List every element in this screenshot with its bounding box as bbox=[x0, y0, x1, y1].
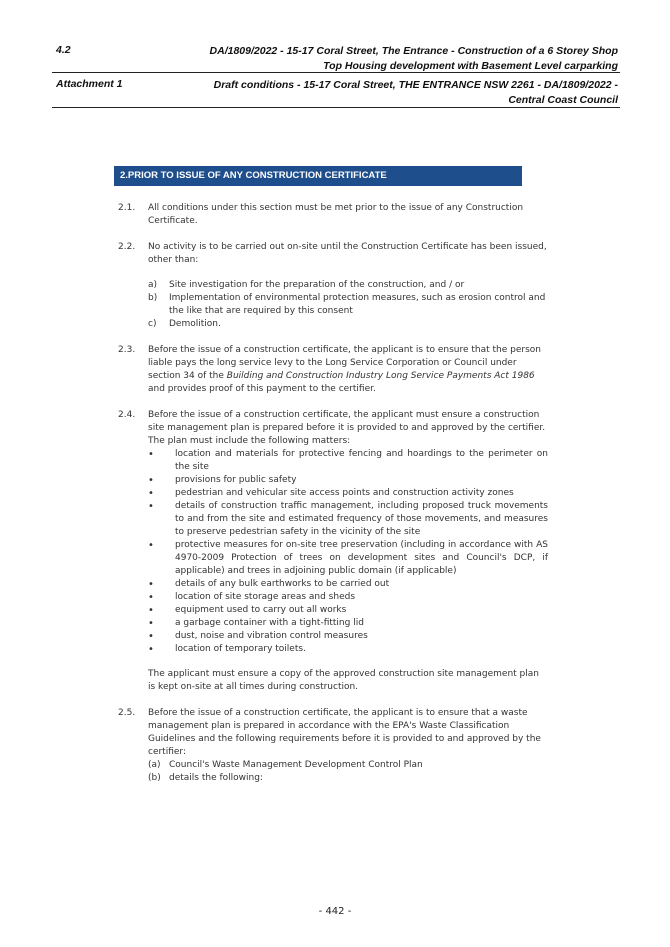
condition-2-5 bbox=[118, 707, 548, 785]
bullet-item: • protective measures for on-site tree preservation (including in accordance with AS 4970-2009 Protection of trees on development sites and Council's DCP, if applicable) and trees in adjoining public domain (if applicable) bbox=[148, 539, 548, 578]
condition-number: 2.4. bbox=[118, 410, 136, 420]
sub-text: Implementation of environmental protection measures, such as erosion control and the like that are required by this consent bbox=[169, 293, 546, 316]
sub-label: a) bbox=[148, 280, 158, 290]
header-divider bbox=[52, 72, 620, 73]
sub-item bbox=[148, 759, 548, 772]
condition-2-3 bbox=[118, 344, 548, 396]
closing-paragraph: The applicant must ensure a copy of the approved construction site management plan is kept on-site at all times during construction. bbox=[148, 669, 539, 692]
bullet-item: • location and materials for protective fencing and hoardings to the perimeter on the site bbox=[148, 448, 548, 474]
condition-number: 2.2. bbox=[118, 242, 136, 252]
sub-text: details the following: bbox=[169, 773, 263, 783]
bullet-item: • details of construction traffic management, including proposed truck movements to and from the site and estimated frequency of those movements, and measures to preserve pedestrian safety in the vicinity of the site bbox=[148, 500, 548, 539]
act-name: Building and Construction Industry Long Service Payments Act 1986 bbox=[226, 371, 535, 381]
sub-text: Council's Waste Management Development Control Plan bbox=[169, 760, 423, 770]
sub-label: (b) bbox=[148, 773, 161, 783]
condition-text-before: Before the issue of a construction certificate, the applicant is to ensure that the person liable pays the long service levy to the Long Service Corporation or Council under section 34 of the bbox=[148, 345, 542, 381]
sub-label: c) bbox=[148, 319, 157, 329]
sub-label: b) bbox=[148, 293, 158, 303]
bullet-item: • details of any bulk earthworks to be carried out bbox=[148, 578, 548, 591]
sub-text: Demolition. bbox=[169, 319, 221, 329]
bullet-item: • provisions for public safety bbox=[148, 474, 548, 487]
sub-text: Site investigation for the preparation of the construction, and / or bbox=[169, 280, 465, 290]
condition-number: 2.3. bbox=[118, 345, 136, 355]
condition-text-after: and provides proof of this payment to the certifier. bbox=[148, 384, 376, 394]
attachment-title bbox=[158, 78, 618, 108]
attachment-title-line1: Draft conditions - 15-17 Coral Street, THE ENTRANCE NSW 2261 - DA/1809/2022 - bbox=[213, 79, 618, 91]
bullet-item: • location of site storage areas and sheds bbox=[148, 591, 548, 604]
sub-label: (a) bbox=[148, 760, 161, 770]
condition-2-1 bbox=[118, 202, 548, 228]
sub-item bbox=[148, 279, 548, 292]
page-number: - 442 - bbox=[318, 906, 352, 917]
sub-item bbox=[148, 318, 548, 331]
attachment-label: Attachment 1 bbox=[56, 78, 123, 90]
attachment-divider bbox=[52, 107, 620, 108]
condition-text bbox=[148, 344, 548, 396]
condition-text: Before the issue of a construction certificate, the applicant is to ensure that a waste management plan is prepared in accordance with the EPA's Waste Classification Guidelines and the following requirements before it is provided to and approved by the certifier: bbox=[148, 708, 541, 757]
report-title-line1: DA/1809/2022 - 15-17 Coral Street, The Entrance - Construction of a 6 Storey Shop bbox=[209, 45, 618, 57]
condition-text: All conditions under this section must be met prior to the issue of any Construction Certificate. bbox=[148, 203, 524, 226]
bullet-item: • dust, noise and vibration control measures bbox=[148, 630, 548, 643]
condition-number: 2.1. bbox=[118, 203, 136, 213]
section-heading: 2.PRIOR TO ISSUE OF ANY CONSTRUCTION CERTIFICATE bbox=[114, 166, 522, 186]
report-title bbox=[158, 44, 618, 74]
report-title-line2: Top Housing development with Basement Level carparking bbox=[323, 60, 618, 72]
item-number: 4.2 bbox=[56, 44, 71, 56]
bullet-item: • equipment used to carry out all works bbox=[148, 604, 548, 617]
bullet-item: • a garbage container with a tight-fitting lid bbox=[148, 617, 548, 630]
attachment-title-line2: Central Coast Council bbox=[508, 94, 618, 106]
condition-text: No activity is to be carried out on-site until the Construction Certificate has been issued, other than: bbox=[148, 242, 547, 265]
condition-number: 2.5. bbox=[118, 708, 136, 718]
sub-list bbox=[148, 279, 548, 331]
bullet-item: • pedestrian and vehicular site access points and construction activity zones bbox=[148, 487, 548, 500]
conditions-body bbox=[118, 202, 548, 798]
condition-text: Before the issue of a construction certificate, the applicant must ensure a construction site management plan is prepared before it is provided to and approved by the certifier. The plan must include the following matters: bbox=[148, 410, 546, 446]
bullet-item: • location of temporary toilets. bbox=[148, 643, 548, 656]
bullet-list bbox=[148, 448, 548, 656]
condition-2-4 bbox=[118, 409, 548, 694]
condition-2-2 bbox=[118, 241, 548, 331]
sub-item bbox=[148, 292, 548, 318]
sub-item bbox=[148, 772, 548, 785]
